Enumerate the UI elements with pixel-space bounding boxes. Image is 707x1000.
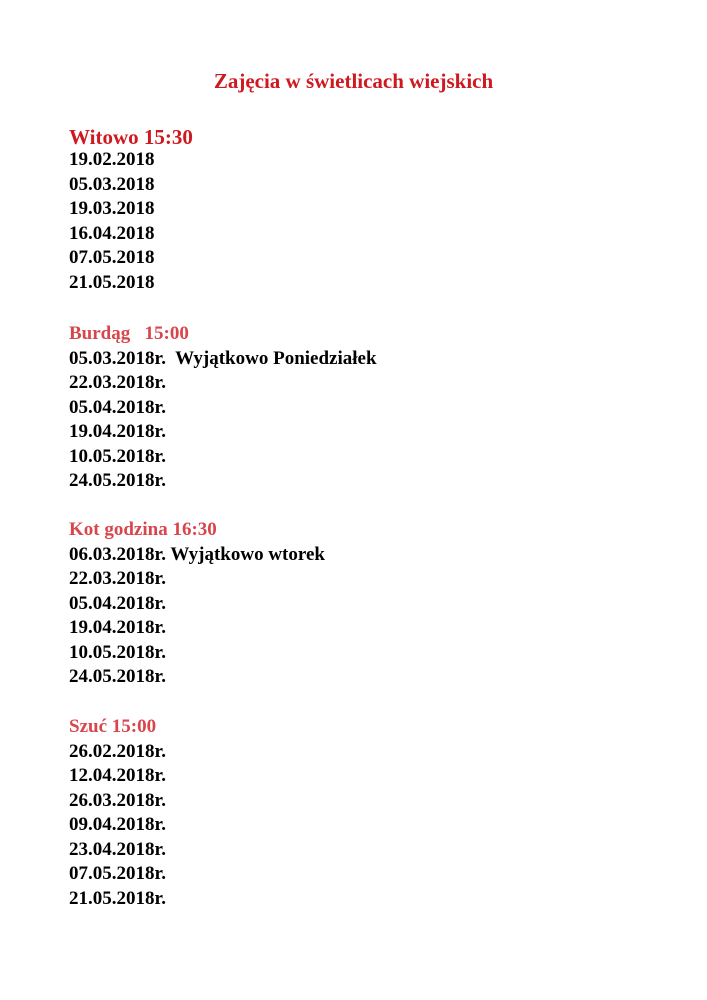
date-entry: 19.04.2018r. (69, 617, 166, 639)
date-entry: 10.05.2018r. (69, 641, 166, 663)
date-entry: 19.02.2018 (69, 149, 155, 170)
date-entry: 10.05.2018r. (69, 445, 166, 467)
date-entry: 26.02.2018r. (69, 740, 166, 762)
date-entry: 05.04.2018r. (69, 592, 166, 614)
date-entry: 24.05.2018r. (69, 470, 166, 492)
date-entry: 21.05.2018r. (69, 888, 166, 910)
date-entry: 23.04.2018r. (69, 838, 166, 860)
date-entry: 19.03.2018 (69, 198, 155, 220)
section-kot (69, 518, 325, 690)
date-entry: 22.03.2018r. (69, 568, 166, 590)
date-entry: 12.04.2018r. (69, 765, 166, 787)
date-entry: 16.04.2018 (69, 222, 155, 244)
date-entry: 05.03.2018 (69, 173, 155, 195)
section-heading: Witowo 15:30 (69, 125, 193, 149)
date-entry: 07.05.2018r. (69, 863, 166, 885)
section-heading: Kot godzina 16:30 (69, 519, 217, 540)
date-entry: 19.04.2018r. (69, 421, 166, 443)
page-title: Zajęcia w świetlicach wiejskich (213, 69, 494, 93)
date-entry: 21.05.2018 (69, 271, 155, 293)
section-burdag (69, 322, 377, 494)
section-witowo (69, 123, 193, 296)
date-entry: 06.03.2018r. Wyjątkowo wtorek (69, 543, 325, 565)
section-heading: Szuć 15:00 (69, 716, 157, 737)
date-entry: 09.04.2018r. (69, 814, 166, 836)
date-entry: 24.05.2018r. (69, 666, 166, 688)
section-szuc (69, 715, 166, 912)
date-entry: 22.03.2018r. (69, 372, 166, 394)
date-entry: 07.05.2018 (69, 247, 155, 269)
date-entry: 05.04.2018r. (69, 396, 166, 418)
date-entry: 05.03.2018r. Wyjątkowo Poniedziałek (69, 347, 377, 369)
date-entry: 26.03.2018r. (69, 789, 166, 811)
section-heading: Burdąg 15:00 (69, 323, 189, 344)
